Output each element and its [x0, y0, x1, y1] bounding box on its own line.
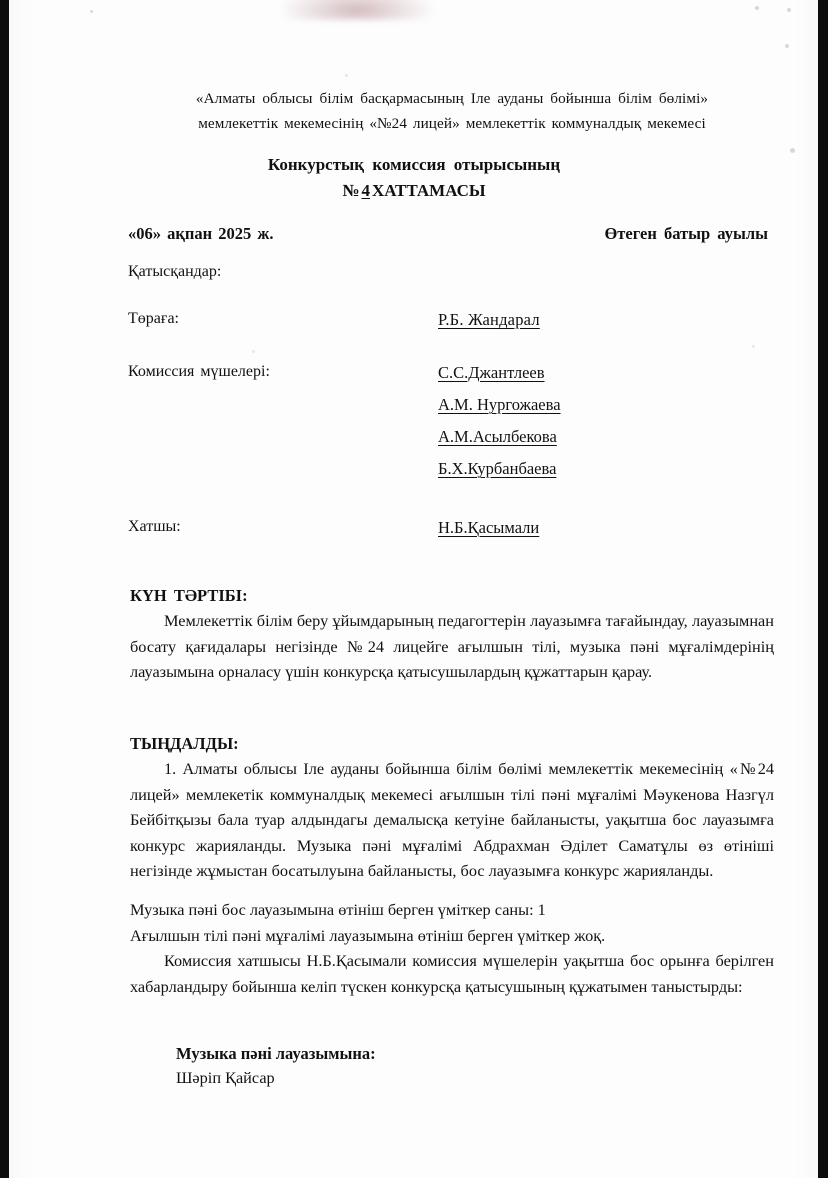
meta-row [128, 224, 774, 244]
member-name: Б.Х.Курбанбаева [438, 459, 557, 478]
member-name: С.С.Джантлеев [438, 363, 545, 382]
agenda-heading: КҮН ТӘРТІБІ: [130, 586, 248, 605]
chair-name-group [438, 310, 774, 330]
chair-row [128, 310, 774, 330]
members-row [128, 363, 774, 479]
applicant-count-english: Ағылшын тілі пәні мұғалімі лауазымына өтініш берген үміткер жоқ. [130, 925, 606, 945]
member-name: А.М.Асылбекова [438, 427, 557, 446]
organization-header [166, 86, 738, 136]
heard-section [130, 734, 774, 884]
applicant-counts [130, 897, 774, 948]
position-title: Музыка пәні лауазымына: [176, 1044, 376, 1063]
chair-role-label: Төраға: [128, 310, 179, 327]
secretary-row [128, 518, 774, 538]
scan-right-edge-artifact [818, 0, 828, 1178]
chair-name: Р.Б. Жандарал [438, 310, 540, 329]
protocol-word: ХАТТАМАСЫ [371, 181, 486, 200]
attendance-label: Қатысқандар: [128, 263, 222, 280]
secretary-name: Н.Б.Қасымали [438, 518, 540, 537]
document-title-line-1: Конкурстық комиссия отырысының [267, 155, 561, 174]
agenda-section [130, 586, 774, 685]
attendance-list [128, 310, 774, 479]
position-candidates-block [130, 1044, 774, 1088]
protocol-number-prefix: № [342, 181, 360, 200]
organization-header-line-2: мемлекеттік мекемесінің «№24 лицей» мемлекеттік коммуналдық мекемесі [198, 115, 706, 132]
agenda-body: Мемлекеттік білім беру ұйымдарының педагогтерін лауазымға тағайындау, лауазымнан босату қағидалары негізінде №24 лицейге ағылшын тілі, музыка пәні мұғалімдерінің лауазымына орналасу үшін конкурсқа қатысушылардың құжаттарын қарау. [130, 611, 774, 682]
secretary-introduction-body: Комиссия хатшысы Н.Б.Қасымали комиссия мүшелерін уақытша бос орынға берілген хабарландыру бойынша келіп түскен конкурсқа қатысушының құжатымен таныстырды: [130, 951, 774, 996]
secretary-role-label: Хатшы: [128, 518, 181, 535]
document-title [0, 152, 828, 204]
applicant-count-music: Музыка пәні бос лауазымына өтініш берген үміткер саны: 1 [130, 900, 546, 919]
document-date: «06» ақпан 2025 ж. [128, 224, 274, 243]
heard-heading: ТЫҢДАЛДЫ: [130, 734, 239, 753]
protocol-number: 4 [361, 181, 370, 200]
members-name-group [438, 363, 774, 479]
document-title-line-2 [0, 178, 828, 204]
scan-left-edge-artifact [0, 0, 9, 1178]
heard-item-1: 1. Алматы облысы Іле ауданы бойынша білім бөлімі мемлекеттік мекемесінің «№24 лицей» мемлекетік коммуналдық мекемесі ағылшын тілі пәні мұғалімі Мәукенова Назгүл Бейбітқызы бала туар алдындагы демалысқа кетуіне байланысты, уақытша бос лауазымға конкурс жарияланды. Музыка пәні мұғалімі Абдрахман Әділет Саматұлы өз өтініші негізінде жұмыстан босатылуына байланысты, бос лауазымға конкурс жарияланды. [130, 759, 774, 881]
organization-header-line-1: «Алматы облысы білім басқармасының Іле ауданы бойынша білім бөлімі» [195, 90, 709, 107]
member-name: А.М. Нургожаева [438, 395, 561, 414]
secretary-introduction [130, 948, 774, 999]
candidate-name: Шәріп Қайсар [176, 1068, 275, 1087]
members-role-label: Комиссия мүшелері: [128, 363, 270, 380]
document-place: Өтеген батыр ауылы [604, 224, 768, 243]
